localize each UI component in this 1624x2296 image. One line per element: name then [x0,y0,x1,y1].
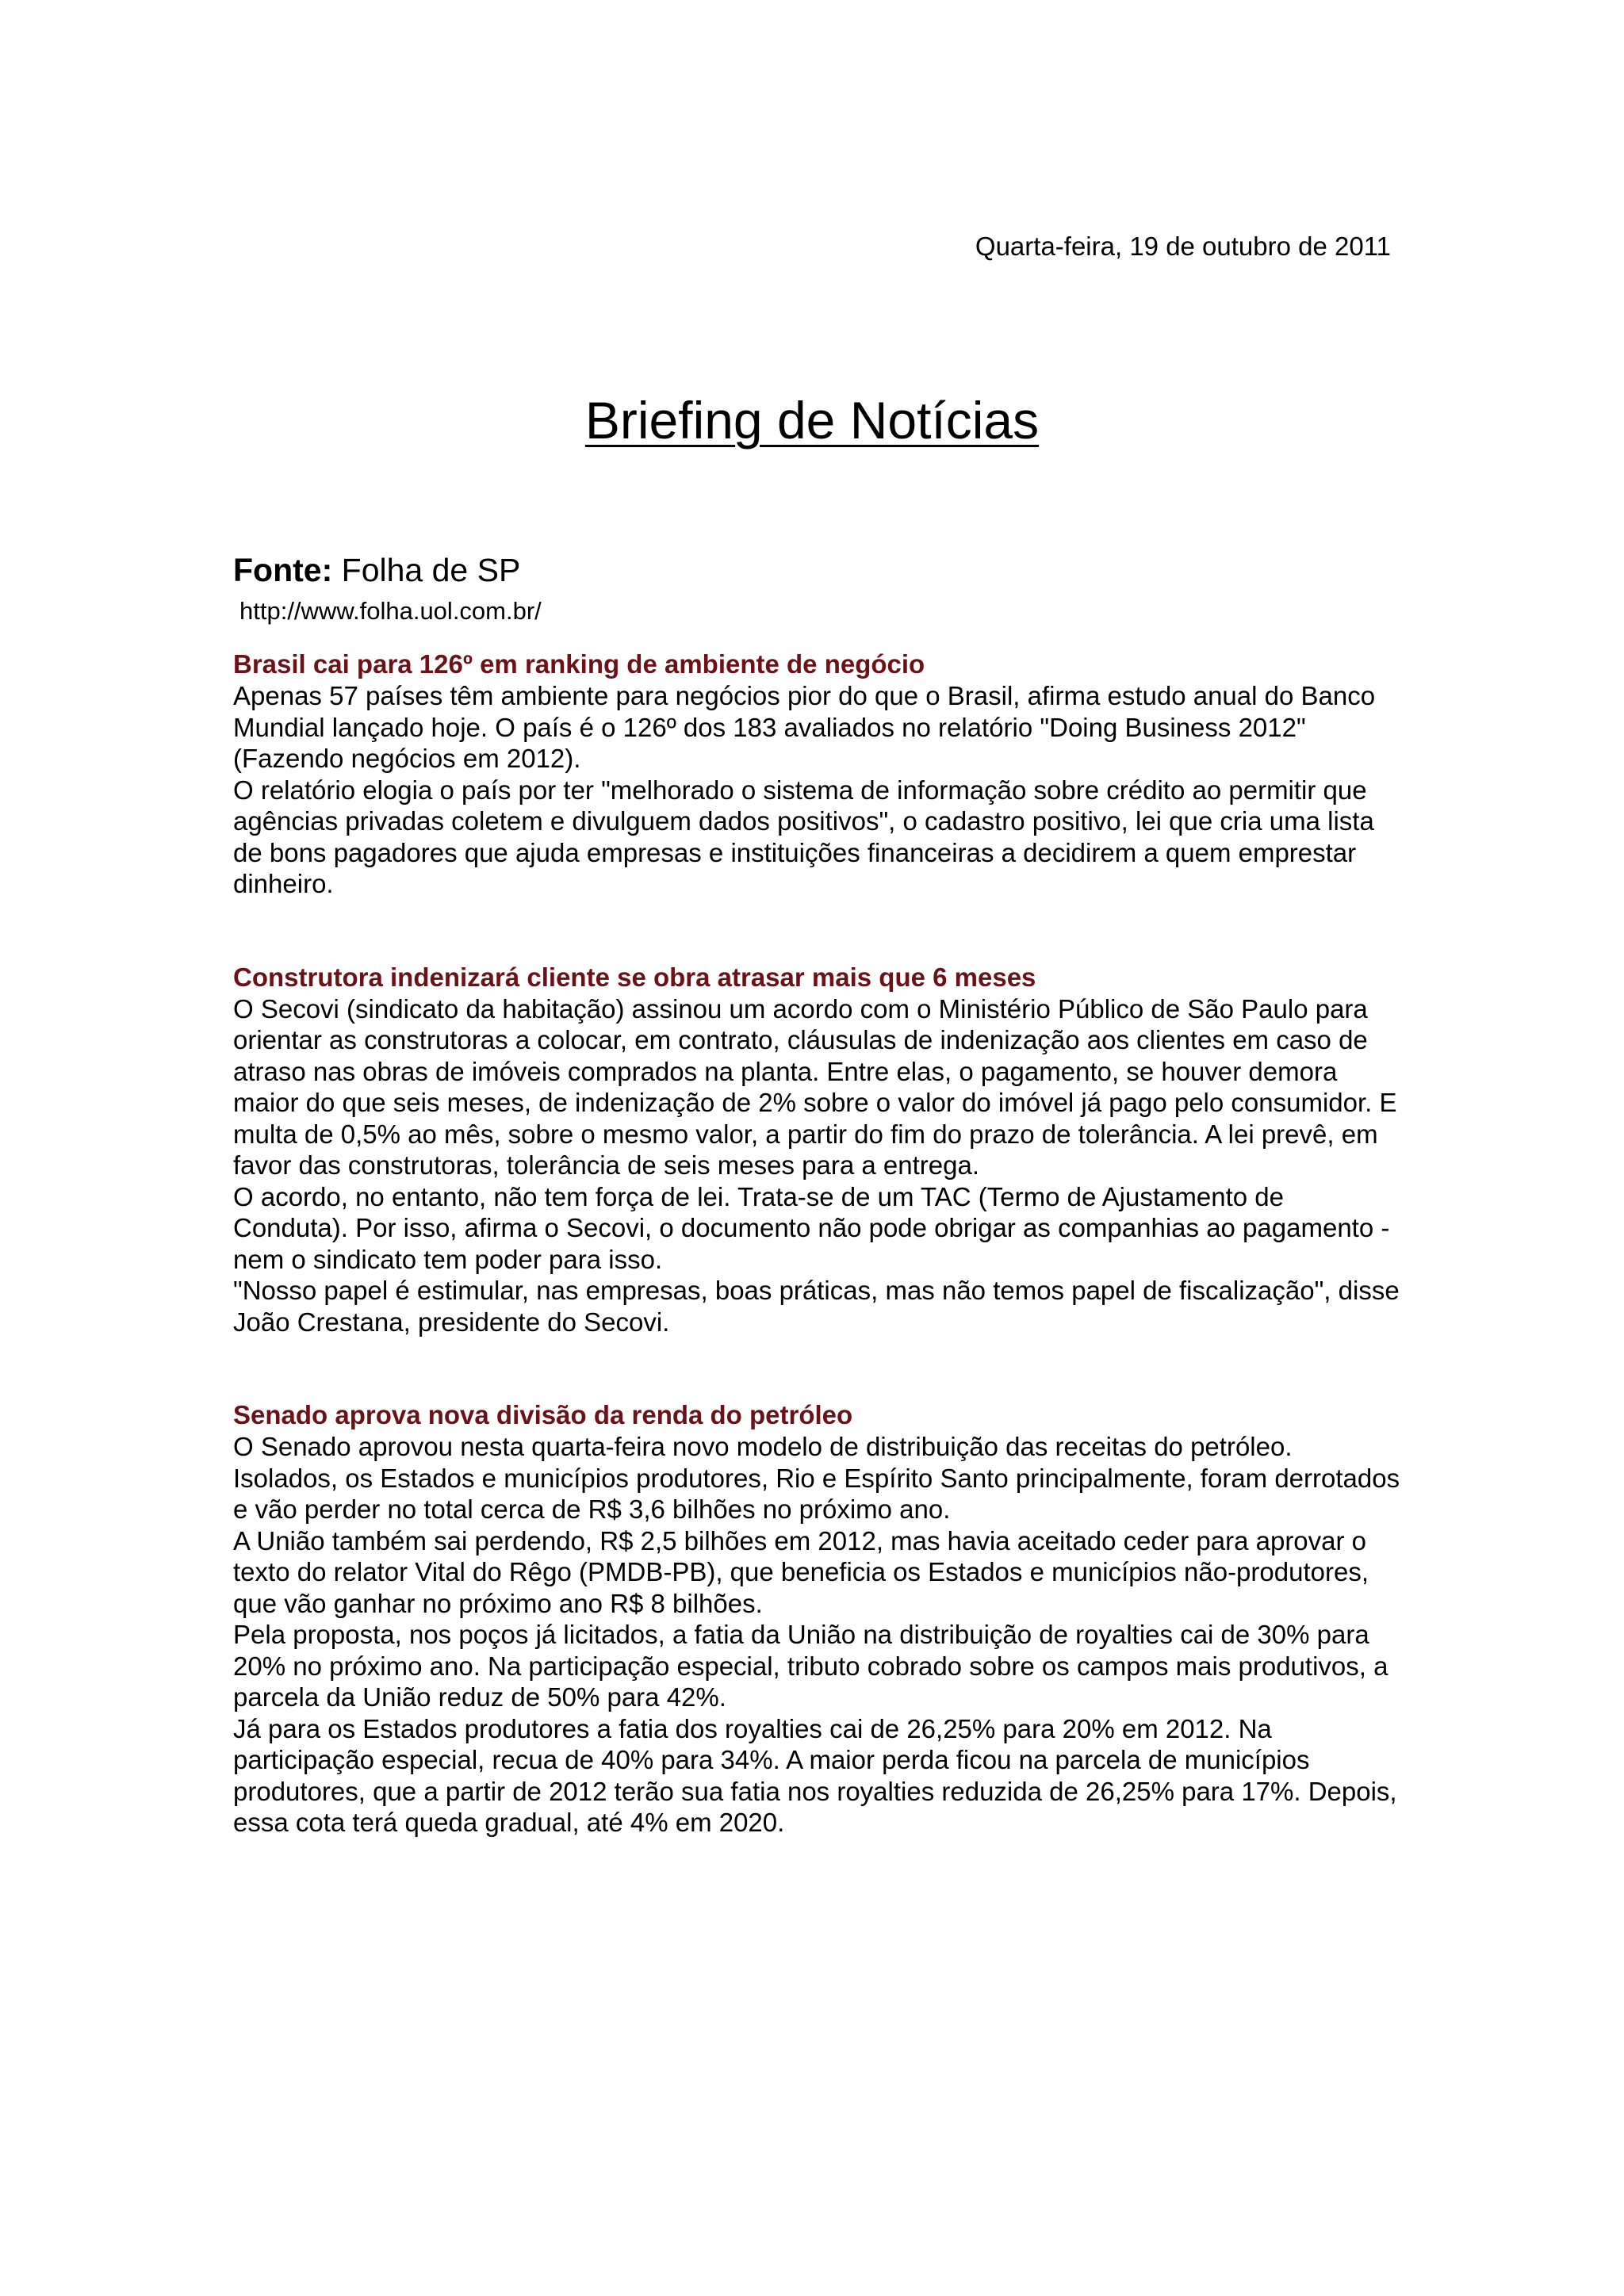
source-block [233,549,1399,629]
article-paragraph: O Senado aprovou nesta quarta-feira novo modelo de distribuição das receitas do petróleo. Isolados, os Estados e municípios produtores, Rio e Espírito Santo principalmente, foram derrotados e vão perder no total cerca de R$ 3,6 bilhões no próximo ano. [233,1432,1400,1524]
article-paragraph: A União também sai perdendo, R$ 2,5 bilhões em 2012, mas havia aceitado ceder para aprovar o texto do relator Vital do Rêgo (PMDB-PB), que beneficia os Estados e municípios não-produtores, que vão ganhar no próximo ano R$ 8 bilhões. [233,1525,1369,1618]
article-construtora [233,962,1403,1338]
article-paragraph: Pela proposta, nos poços já licitados, a fatia da União na distribuição de royalties cai de 30% para 20% no próximo ano. Na participação especial, tributo cobrado sobre os campos mais produtivos, a parcela da União reduz de 50% para 42%. [233,1620,1388,1712]
article-paragraph: "Nosso papel é estimular, nas empresas, boas práticas, mas não temos papel de fiscalização", disse João Crestana, presidente do Secovi. [233,1276,1400,1337]
article-headline: Construtora indenizará cliente se obra atrasar mais que 6 meses [233,962,1036,992]
article-paragraph: O Secovi (sindicato da habitação) assinou um acordo com o Ministério Público de São Paulo para orientar as construtoras a colocar, em contrato, cláusulas de indenização aos clientes em caso de atraso nas obras de imóveis comprados na planta. Entre elas, o pagamento, se houver demora maior do que seis meses, de indenização de 2% sobre o valor do imóvel já pago pelo consumidor. E multa de 0,5% ao mês, sobre o mesmo valor, a partir do fim do prazo de tolerância. A lei prevê, em favor das construtoras, tolerância de seis meses para a entrega. [233,993,1397,1180]
source-label: Fonte: [233,552,333,588]
source-line [233,549,1399,591]
source-name: Folha de SP [341,552,521,588]
article-paragraph: O acordo, no entanto, não tem força de lei. Trata-se de um TAC (Termo de Ajustamento de Conduta). Por isso, afirma o Secovi, o documento não pode obrigar as companhias ao pagamento -nem o sindicato tem poder para isso. [233,1181,1390,1274]
article-ranking [233,649,1403,900]
article-headline: Senado aprova nova divisão da renda do petróleo [233,1400,853,1429]
document-title: Briefing de Notícias [584,391,1040,450]
article-headline: Brasil cai para 126º em ranking de ambiente de negócio [233,649,925,679]
document-date: Quarta-feira, 19 de outubro de 2011 [975,232,1391,261]
article-paragraph: Apenas 57 países têm ambiente para negócios pior do que o Brasil, afirma estudo anual do Banco Mundial lançado hoje. O país é o 126º dos 183 avaliados no relatório "Doing Business 2012" (Fazendo negócios em 2012). [233,681,1376,773]
article-petroleo [233,1399,1403,1839]
source-url: http://www.folha.uol.com.br/ [239,597,542,625]
article-paragraph: Já para os Estados produtores a fatia dos royalties cai de 26,25% para 20% em 2012. Na participação especial, recua de 40% para 34%. A maior perda ficou na parcela de municípios produtores, que a partir de 2012 terão sua fatia nos royalties reduzida de 26,25% para 17%. Depois, essa cota terá queda gradual, até 4% em 2020. [233,1713,1397,1837]
articles-list [233,649,1403,1839]
article-paragraph: O relatório elogia o país por ter "melhorado o sistema de informação sobre crédito ao permitir que agências privadas coletem e divulguem dados positivos", o cadastro positivo, lei que cria uma lista de bons pagadores que ajuda empresas e instituições financeiras a decidirem a quem emprestar dinheiro. [233,775,1374,898]
